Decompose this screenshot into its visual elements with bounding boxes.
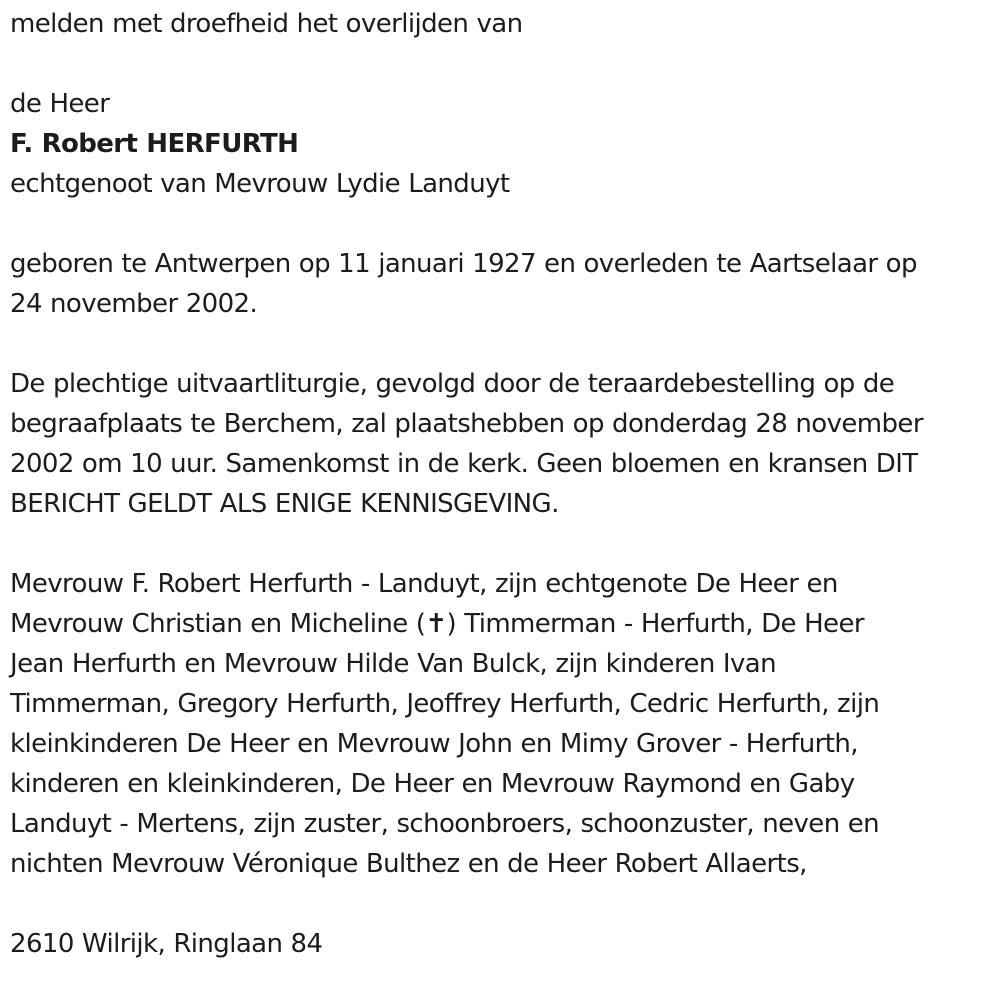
- spacer: [10, 44, 985, 84]
- spouse-line: echtgenoot van Mevrouw Lydie Landuyt: [10, 169, 510, 199]
- paragraph-line: De plechtige uitvaartliturgie, gevolgd door de teraardebestelling op de: [10, 369, 895, 399]
- paragraph-line: Mevrouw Christian en Micheline (✝) Timmerman - Herfurth, De Heer: [10, 609, 864, 639]
- paragraph-line: BERICHT GELDT ALS ENIGE KENNISGEVING.: [10, 489, 559, 519]
- address: 2610 Wilrijk, Ringlaan 84: [10, 929, 323, 959]
- death-notice: [10, 4, 985, 964]
- paragraph-line: kleinkinderen De Heer en Mevrouw John en Mimy Grover - Herfurth,: [10, 729, 858, 759]
- spacer: [10, 324, 985, 364]
- paragraph-line: 2002 om 10 uur. Samenkomst in de kerk. Geen bloemen en kransen DIT: [10, 449, 918, 479]
- paragraph-line: nichten Mevrouw Véronique Bulthez en de Heer Robert Allaerts,: [10, 849, 807, 879]
- birth-death-paragraph: [10, 244, 985, 324]
- paragraph-line: Landuyt - Mertens, zijn zuster, schoonbroers, schoonzuster, neven en: [10, 809, 880, 839]
- paragraph-line: Timmerman, Gregory Herfurth, Jeoffrey Herfurth, Cedric Herfurth, zijn: [10, 689, 880, 719]
- family-paragraph: [10, 564, 985, 884]
- paragraph-line: Mevrouw F. Robert Herfurth - Landuyt, zijn echtgenote De Heer en: [10, 569, 838, 599]
- funeral-paragraph: [10, 364, 985, 524]
- paragraph-line: 24 november 2002.: [10, 289, 258, 319]
- salutation: de Heer: [10, 89, 110, 119]
- spacer: [10, 524, 985, 564]
- paragraph-line: Jean Herfurth en Mevrouw Hilde Van Bulck, zijn kinderen Ivan: [10, 649, 776, 679]
- paragraph-line: geboren te Antwerpen op 11 januari 1927 en overleden te Aartselaar op: [10, 249, 917, 279]
- intro-text: melden met droefheid het overlijden van: [10, 9, 523, 39]
- paragraph-line: begraafplaats te Berchem, zal plaatshebben op donderdag 28 november: [10, 409, 923, 439]
- spacer: [10, 204, 985, 244]
- spacer: [10, 884, 985, 924]
- deceased-name: F. Robert HERFURTH: [10, 129, 299, 159]
- paragraph-line: kinderen en kleinkinderen, De Heer en Mevrouw Raymond en Gaby: [10, 769, 855, 799]
